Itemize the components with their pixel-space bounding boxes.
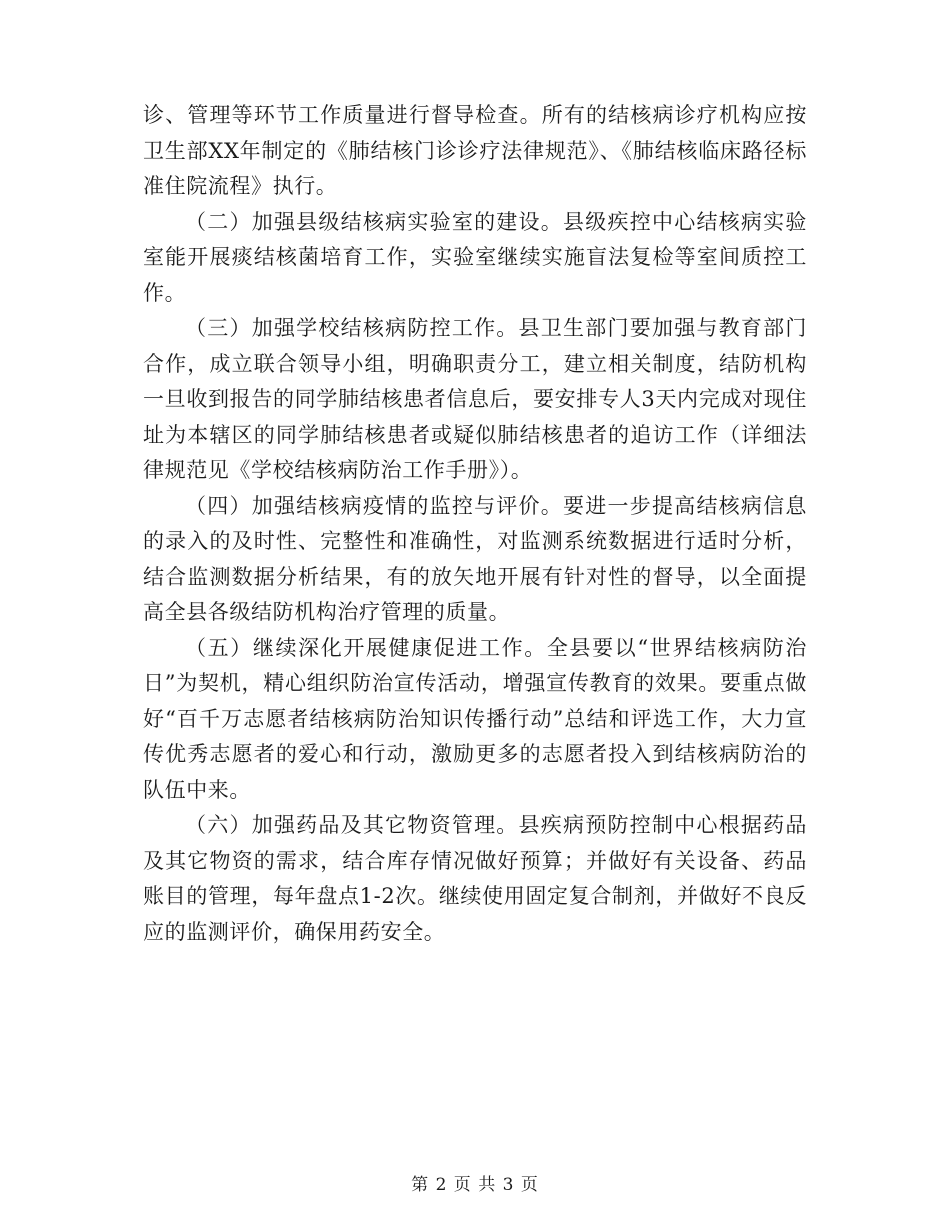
paragraph-health-promotion: （五）继续深化开展健康促进工作。全县要以“世界结核病防治日”为契机，精心组织防治宣传活动，增强宣传教育的效果。要重点做好“百千万志愿者结核病防治知识传播行动”总结和评选工作，大力宣传优秀志愿者的爱心和行动，激励更多的志愿者投入到结核病防治的队伍中来。 [143, 635, 807, 802]
paragraph-drug-management: （六）加强药品及其它物资管理。县疾病预防控制中心根据药品及其它物资的需求，结合库存情况做好预算；并做好有关设备、药品账目的管理，每年盘点1-2次。继续使用固定复合制剂，并做好不良反应的监测评价，确保用药安全。 [143, 813, 807, 944]
paragraph-lab-construction: （二）加强县级结核病实验室的建设。县级疾控中心结核病实验室能开展痰结核菌培育工作，实验室继续实施盲法复检等室间质控工作。 [143, 209, 807, 305]
paragraph-continuation: 诊、管理等环节工作质量进行督导检查。所有的结核病诊疗机构应按卫生部XX年制定的《肺结核门诊诊疗法律规范》、《肺结核临床路径标准住院流程》执行。 [143, 103, 807, 198]
document-body [143, 98, 807, 950]
paragraph-epidemic-monitoring: （四）加强结核病疫情的监控与评价。要进一步提高结核病信息的录入的及时性、完整性和准确性，对监测系统数据进行适时分析，结合监测数据分析结果，有的放矢地开展有针对性的督导，以全面提高全县各级结防机构治疗管理的质量。 [143, 493, 807, 624]
page-number-footer: 第 2 页 共 3 页 [411, 1175, 539, 1195]
paragraph-school-control: （三）加强学校结核病防控工作。县卫生部门要加强与教育部门合作，成立联合领导小组，明确职责分工，建立相关制度，结防机构一旦收到报告的同学肺结核患者信息后，要安排专人3天内完成对现住址为本辖区的同学肺结核患者或疑似肺结核患者的追访工作（详细法律规范见《学校结核病防治工作手册》）。 [143, 316, 807, 482]
